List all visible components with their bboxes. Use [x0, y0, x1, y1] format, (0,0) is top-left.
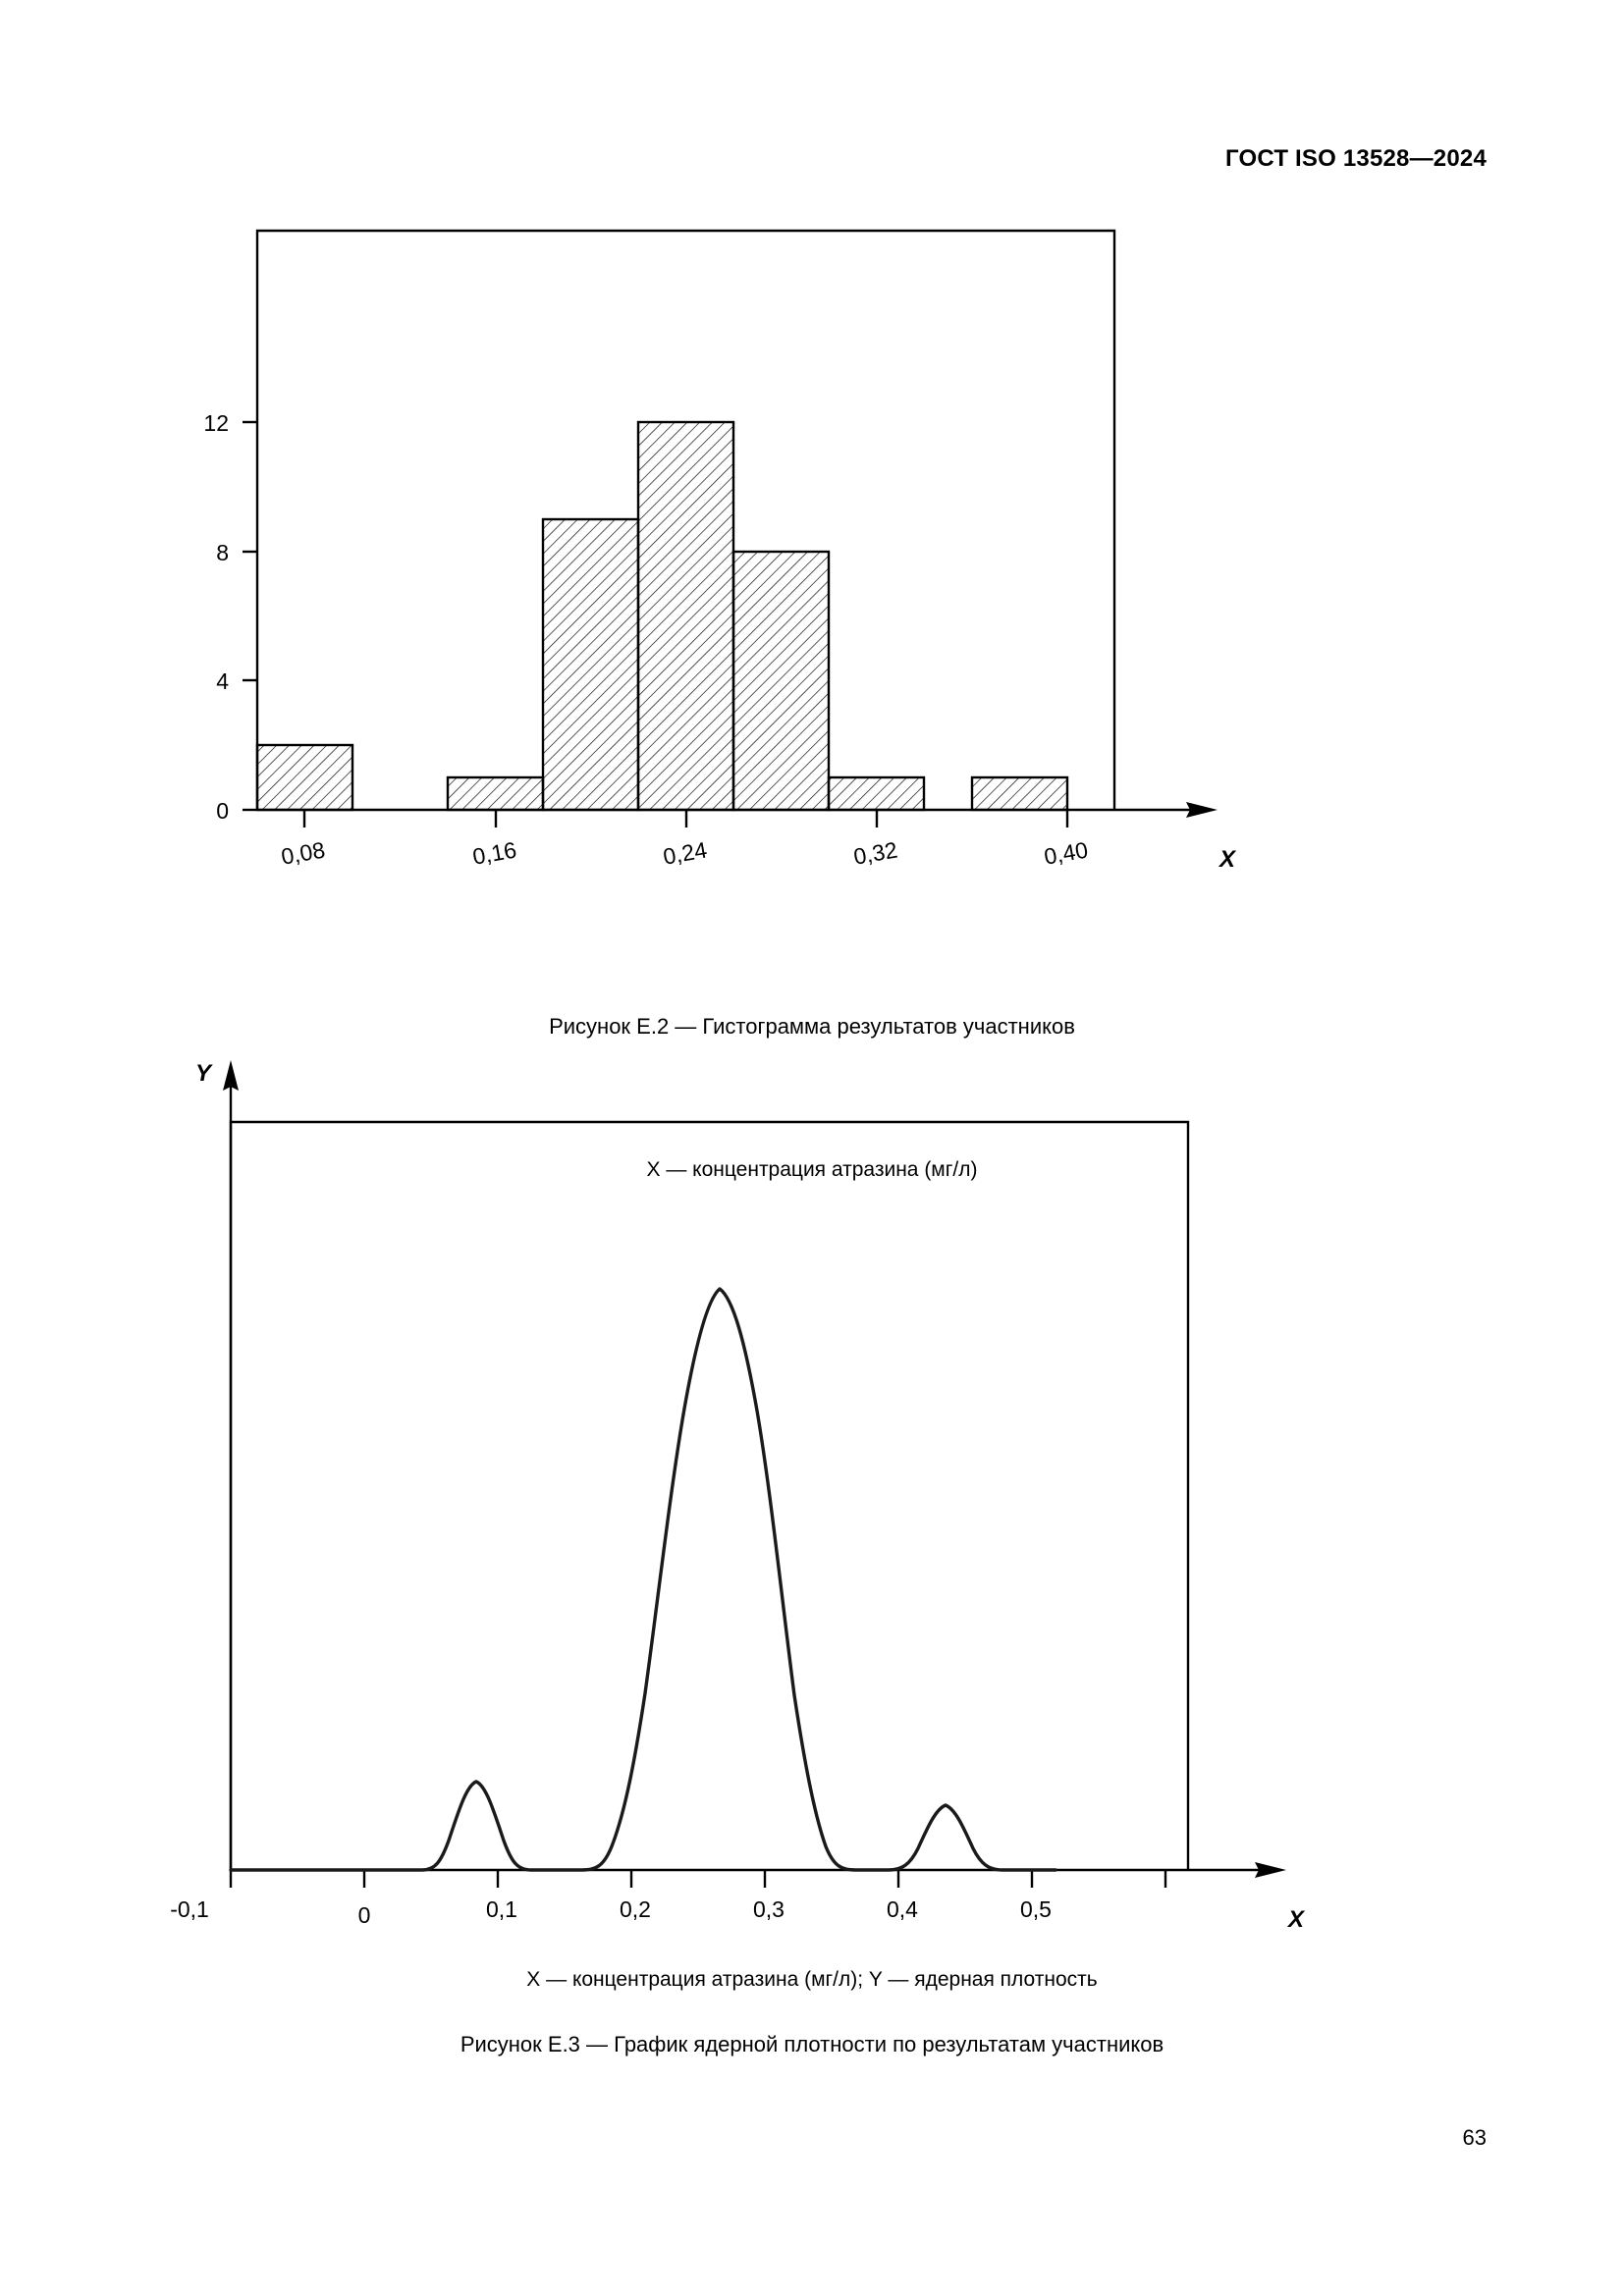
x-axis-letter: X — [1218, 846, 1236, 873]
x-axis-tick-labels — [279, 836, 1090, 869]
y-tick-label-0: 0 — [216, 798, 229, 824]
histogram-bar — [733, 552, 829, 810]
y-axis-tick-labels — [203, 410, 229, 824]
x-tick-label-neg01: -0,1 — [170, 1896, 209, 1922]
histogram-bar — [972, 777, 1067, 810]
page-number: 63 — [1462, 2125, 1487, 2150]
x-axis-tick-labels — [170, 1896, 1052, 1928]
x-axis-ticks — [304, 810, 1067, 828]
histogram-svg — [203, 211, 1326, 937]
figure-e3-axis-note: X — концентрация атразина (мг/л); Y — ядерная плотность — [526, 1968, 1098, 1991]
histogram-bar — [638, 422, 733, 810]
x-tick-label-024: 0,24 — [661, 836, 709, 870]
figure-e2-caption: Рисунок Е.2 — Гистограмма результатов участников — [549, 1014, 1075, 1039]
document-header-title: ГОСТ ISO 13528—2024 — [1225, 145, 1487, 172]
plot-frame — [231, 1122, 1188, 1870]
y-axis-letter: Y — [194, 1060, 212, 1087]
histogram-bars — [257, 422, 1067, 810]
figure-e3-caption: Рисунок Е.3 — График ядерной плотности по результатам участников — [460, 2032, 1164, 2056]
x-tick-label-02: 0,2 — [620, 1896, 651, 1922]
y-axis-ticks — [243, 422, 257, 810]
histogram-bar — [257, 745, 352, 810]
x-tick-label-0: 0 — [357, 1902, 371, 1928]
x-axis-letter: X — [1287, 1906, 1305, 1933]
x-tick-label-05: 0,5 — [1020, 1896, 1052, 1922]
x-tick-label-04: 0,4 — [887, 1896, 918, 1922]
histogram-bar — [829, 777, 924, 810]
y-tick-label-4: 4 — [216, 668, 229, 694]
x-tick-label-016: 0,16 — [470, 836, 518, 870]
histogram-bar — [448, 777, 543, 810]
y-tick-label-8: 8 — [216, 540, 229, 565]
x-tick-label-03: 0,3 — [753, 1896, 785, 1922]
histogram-bar — [543, 519, 638, 810]
density-curve — [231, 1289, 1056, 1870]
x-axis-ticks — [231, 1870, 1165, 1888]
x-tick-label-032: 0,32 — [851, 836, 899, 870]
kernel-density-svg — [172, 1055, 1478, 1939]
x-tick-label-01: 0,1 — [486, 1896, 517, 1922]
x-tick-label-008: 0,08 — [279, 836, 327, 870]
figure-e2-axis-note: X — концентрация атразина (мг/л) — [646, 1158, 978, 1181]
figure-e3-kernel-density — [172, 1055, 1478, 1939]
x-tick-label-040: 0,40 — [1042, 836, 1090, 870]
y-tick-label-12: 12 — [203, 410, 229, 436]
